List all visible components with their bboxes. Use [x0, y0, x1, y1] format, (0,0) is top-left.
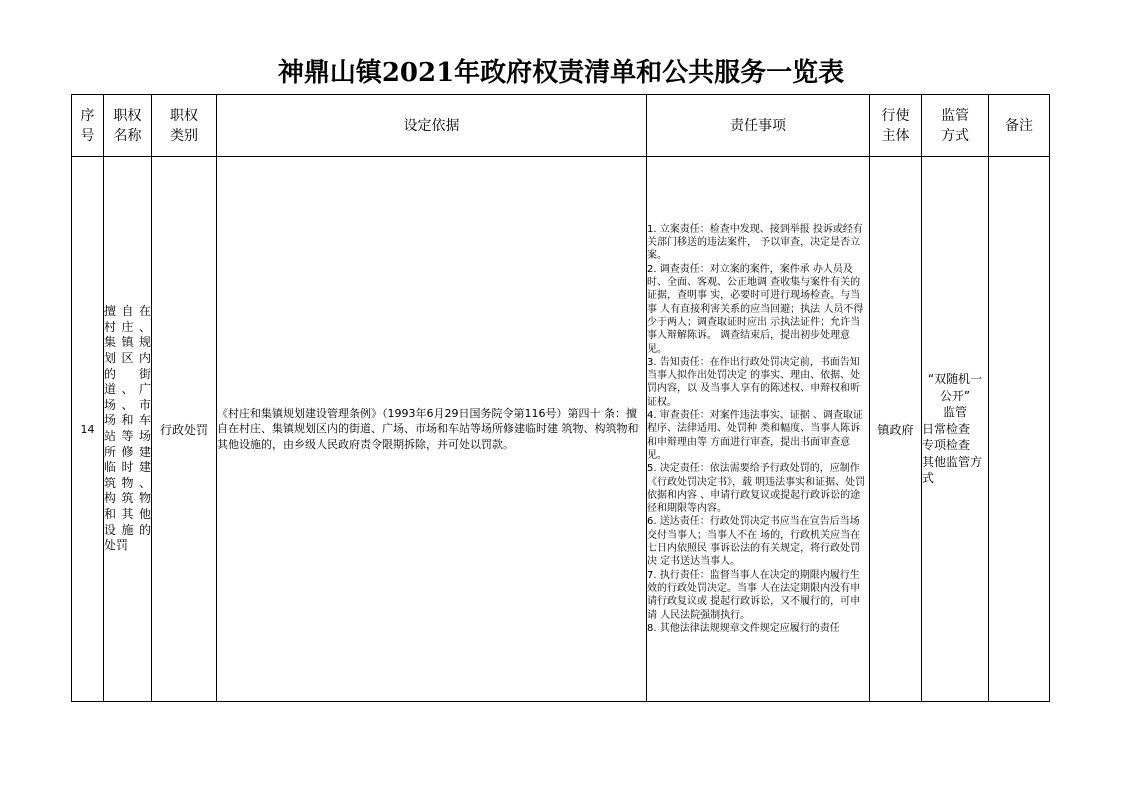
- responsibility-item: 7. 执行责任：监督当事人在决定的期限内履行生效的行政处罚决定。当事 人在法定期限内没有申请行政复议或 提起行政诉讼，又不履行的，可申请 人民法院强制执行。: [647, 569, 861, 621]
- page-title: 神鼎山镇2021年政府权责清单和公共服务一览表: [277, 58, 845, 88]
- responsibility-item: 2. 调查责任：对立案的案件，案件承 办人员及时、全面、客观、公正地调 查收集与案件有关的证据，查明事 实，必要时可进行现场检查。与当事 人有直接利害关系的应当回避；执法 人员不得少于两人；调查取证时应出 示执法证件；允许当事人辩解陈诉。 调查结束后，提出初步处理意见。: [647, 263, 864, 355]
- cell-power-name: 擅自在村庄、集镇规划区内的街道、广场、市场和车站等场所修建临时建筑物、构筑物和其他设施的处罚: [104, 157, 152, 702]
- responsibility-item: 4. 审查责任：对案件违法事实、证据 、调查取证程序、法律适用、处罚种 类和幅度、当事人陈诉和申辩理由等 方面进行审查，提出书面审查意见。: [647, 410, 863, 461]
- responsibility-item: 3. 告知责任：在作出行政处罚决定前，书面告知当事人拟作出处罚决定 的事实、理由、依据、处罚内容，以 及当事人享有的陈述权、申辩权和听 证权。: [647, 356, 861, 408]
- header-seq: 序 号: [72, 95, 104, 157]
- responsibility-item: 1. 立案责任：检查中发现、接到举报 投诉或经有关部门移送的违法案件， 予以审查，决定是否立案。: [647, 223, 863, 262]
- header-supervision: 监管 方式: [922, 95, 989, 157]
- responsibility-item: 8. 其他法律法规规章文件规定应履行的责任: [647, 622, 840, 634]
- cell-power-category: 行政处罚: [152, 157, 217, 702]
- header-name: 职权 名称: [104, 95, 152, 157]
- supervision-item: 专项检查: [922, 438, 971, 453]
- header-remark: 备注: [989, 95, 1050, 157]
- table-header-row: [72, 95, 1050, 157]
- supervision-item: 监管: [942, 405, 967, 420]
- supervision-item: 日常检查: [922, 421, 971, 436]
- cell-remark: [989, 157, 1050, 702]
- cell-subject: 镇政府: [870, 157, 922, 702]
- cell-seq: 14: [72, 157, 104, 702]
- cell-legal-basis: 《村庄和集镇规划建设管理条例》（1993年6月29日国务院令第116号）第四十 条：擅自在村庄、集镇规划区内的街道、广场、市场和车站等场所修建临时建 筑物、构筑物和其他设施的，由乡级人民政府责令限期拆除，并可处以罚款。: [217, 157, 647, 702]
- header-category: 职权 类别: [152, 95, 217, 157]
- cell-supervision: [922, 157, 989, 702]
- supervision-item: “双随机一公开”: [927, 372, 983, 403]
- header-subject: 行使 主体: [870, 95, 922, 157]
- table-row: [72, 157, 1050, 702]
- responsibility-item: 5. 决定责任：依法需要给予行政处罚的，应制作《行政处罚决定书》，载 明违法事实和证据、处罚依据和内容 、申请行政复议或提起行政诉讼的途 径和期限等内容。: [647, 463, 866, 515]
- header-responsibility: 责任事项: [647, 95, 870, 157]
- responsibility-item: 6. 送达责任：行政处罚决定书应当在宣告后当场交付当事人；当事人不在 场的，行政机关应当在七日内依照民 事诉讼法的有关规定，将行政处罚决 定书送达当事人。: [647, 516, 861, 568]
- cell-responsibility: [647, 157, 870, 702]
- header-basis: 设定依据: [217, 95, 647, 157]
- supervision-item: 其他监管方式: [922, 454, 983, 486]
- responsibility-table: [71, 94, 1050, 702]
